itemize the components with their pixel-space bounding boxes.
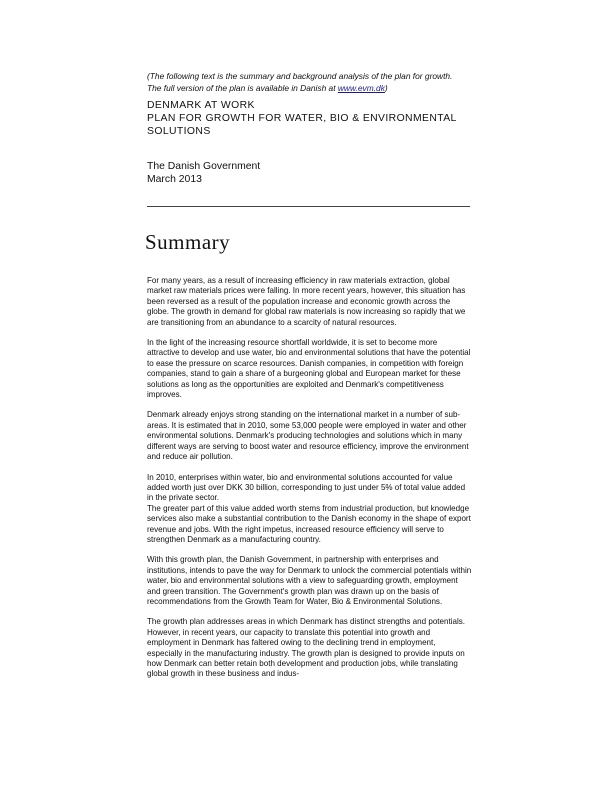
section-title: Summary — [145, 230, 231, 254]
document-heading — [147, 99, 477, 138]
paragraph: In the light of the increasing resource shortfall worldwide, it is set to become more attractive to develop and use water, bio and environmental solutions that have the potential to ease the pressure on scarce resources. Danish companies, in competition with foreign companies, stand to gain a share of a burgeoning global and European market for these solutions as long as the opportunities are exploited and Denmark's competitiveness improves. — [147, 338, 471, 400]
heading-line-2: PLAN FOR GROWTH FOR WATER, BIO & ENVIRONMENTAL SOLUTIONS — [147, 113, 457, 137]
paragraph: In 2010, enterprises within water, bio and environmental solutions accounted for value added worth just over DKK 30 billion, corresponding to just under 5% of total value added in the private sector. — [147, 472, 466, 503]
publisher-organization: The Danish Government — [147, 161, 261, 172]
paragraph: Denmark already enjoys strong standing on the international market in a number of sub-areas. It is estimated that in 2010, some 53,000 people were employed in water and other environmental solutions. Denmark's producing technologies and solutions which in many different ways are serving to boost water and resource efficiency, improve the environment and reduce air pollution. — [147, 410, 469, 462]
paragraph: With this growth plan, the Danish Government, in partnership with enterprises and institutions, intends to pave the way for Denmark to unlock the commercial potentials within water, bio and environmental solutions with a view to safeguarding growth, employment and green transition. The Government's growth plan was drawn up on the basis of recommendations from the Growth Team for Water, Bio & Environmental Solutions. — [147, 555, 472, 606]
publication-date: March 2013 — [147, 174, 202, 185]
horizontal-divider — [147, 206, 470, 207]
paragraph: The growth plan addresses areas in which Denmark has distinct strengths and potentials. However, in recent years, our capacity to translate this potential into growth and employment in Denmark has faltered owing to the declining trend in employment, especially in the manufacturing industry. The growth plan is designed to provide inputs on how Denmark can better retain both development and production jobs, while translating global growth in these business and indus- — [147, 617, 466, 679]
paragraph: The greater part of this value added worth stems from industrial production, but knowledge services also make a substantial contribution to the Danish economy in the shape of export revenue and jobs. With the right impetus, increased resource efficiency will serve to strengthen Denmark as a manufacturing country. — [147, 503, 471, 544]
intro-note — [147, 70, 467, 94]
intro-text: (The following text is the summary and background analysis of the plan for growth. The full version of the plan is available in Danish at — [147, 71, 453, 93]
paragraph: For many years, as a result of increasing efficiency in raw materials extraction, global market raw materials prices were falling. In more recent years, however, this situation has been reversed as a result of the population increase and economic growth across the globe. The growth in demand for global raw materials is now increasing so rapidly that we are transitioning from an abundance to a scarcity of natural resources. — [147, 276, 466, 327]
website-link[interactable]: www.evm.dk — [337, 83, 385, 93]
publisher-block — [147, 160, 447, 186]
body-text — [147, 276, 472, 690]
heading-line-1: DENMARK AT WORK — [147, 100, 255, 111]
intro-closing: ) — [384, 83, 388, 93]
